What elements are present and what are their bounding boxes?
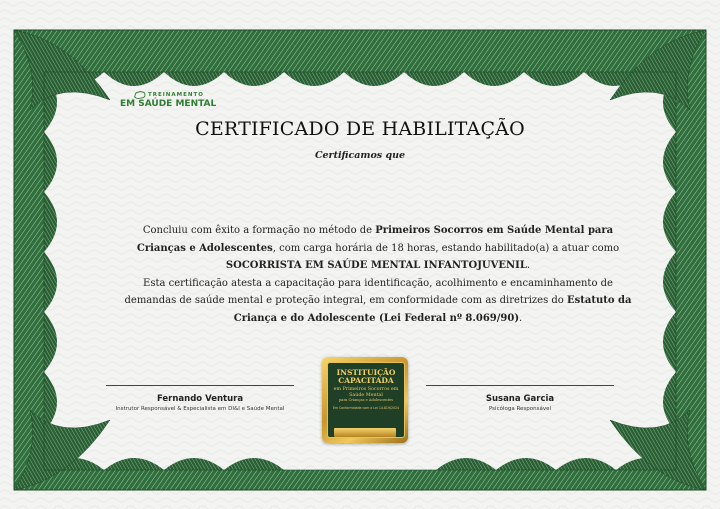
certification-seal xyxy=(322,357,408,443)
signer-role: Psicóloga Responsável xyxy=(488,406,552,412)
body-text-1: Concluiu com êxito a formação no método de xyxy=(142,225,376,236)
seal-panel xyxy=(327,362,405,438)
seal-line-4: para Crianças e Adolescentes xyxy=(339,398,393,402)
signer-name: Susana Garcia xyxy=(485,394,555,404)
certificate-body xyxy=(118,222,638,327)
body-text-5: . xyxy=(519,312,523,324)
brand-logo xyxy=(120,92,220,112)
legal-reference: Estatuto da Criança e do Adolescente (Lei Federal nº 8.069/90) xyxy=(233,295,632,324)
seal-line-3: em Primeiros Socorros em Saúde Mental xyxy=(333,387,399,398)
seal-ribbon xyxy=(334,428,396,437)
seal-line-1: INSTITUIÇÃO xyxy=(336,368,396,377)
signature-line xyxy=(106,385,294,386)
body-text-4: Esta certificação atesta a capacitação para identificação, acolhimento e encaminhamento de demandas de saúde mental e proteção integral, em conformidade com as diretrizes do xyxy=(124,277,613,306)
certificate-subtitle: Certificamos que xyxy=(314,150,406,161)
logo-name: EM SAÚDE MENTAL xyxy=(120,99,217,109)
course-name: Primeiros Socorros em Saúde Mental para Crianças e Adolescentes xyxy=(136,225,614,254)
signature-left xyxy=(106,385,294,412)
signer-name: Fernando Ventura xyxy=(156,394,244,404)
seal-line-2: CAPACITADA xyxy=(338,376,394,385)
certificate-title: CERTIFICADO DE HABILITAÇÃO xyxy=(195,118,525,140)
body-text-3: . xyxy=(526,260,531,271)
body-text-2: , com carga horária de 18 horas, estando habilitado(a) a atuar como xyxy=(272,242,620,254)
signature-right xyxy=(426,385,614,412)
signer-role: Instrutor Responsável & Especialista em DI&I e Saúde Mental xyxy=(115,406,285,412)
signature-line xyxy=(426,385,614,386)
brain-icon xyxy=(134,91,146,99)
logo-tagline: TREINAMENTO xyxy=(148,92,204,98)
seal-line-5: Em Conformidade com a Lei 14.819/2024 xyxy=(332,405,400,410)
qualification: SOCORRISTA EM SAÚDE MENTAL INFANTOJUVENIL xyxy=(225,260,527,271)
